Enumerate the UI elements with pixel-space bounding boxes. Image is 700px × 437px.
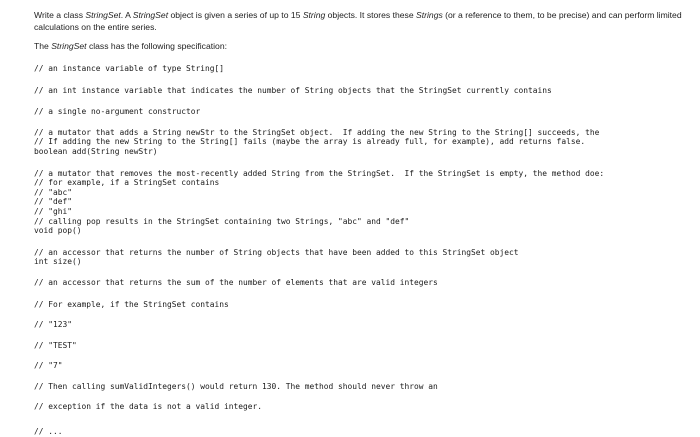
code-sum-result: // Then calling sumValidIntegers() would return 130. The method should never throw an [34,381,438,391]
intro-text: . A [120,10,133,20]
intro-paragraph [0,0,684,33]
intro-text: Write a class [34,10,86,20]
code-pop-method: // a mutator that removes the most-recently added String from the StringSet. If the StringSet is empty, the method doe: // for example, if a StringSet contains // "abc" // "def" // "ghi" // calling pop results in the StringSet containing two Strings, "abc" and "def" void pop() [34,168,605,236]
code-constructor: // a single no-argument constructor [34,107,201,117]
code-example-item: // "TEST" [34,340,77,350]
class-name: StringSet [51,41,87,51]
code-example-intro: // For example, if the StringSet contains [34,299,229,309]
class-name: StringSet [85,10,121,20]
code-add-method: // a mutator that adds a String newStr to the StringSet object. If adding the new String to the String[] succeeds, the // If adding the new String to the String[] fails (maybe the array is already full, for example), add returns false. boolean add(String newStr) [34,127,600,156]
spec-text: The [34,41,52,51]
code-sum-comment: // an accessor that returns the sum of the number of elements that are valid integers [34,277,438,287]
code-instance-count: // an int instance variable that indicates the number of String objects that the StringSet currently contains [34,85,552,95]
spec-heading [0,40,700,52]
spec-text: class has the following specification: [86,41,227,51]
code-example-item: // "123" [34,320,73,330]
code-instance-array: // an instance variable of type String[] [34,64,225,73]
code-sum-exception: // exception if the data is not a valid integer. [34,402,263,412]
class-name: StringSet [132,10,169,20]
intro-text: object is given a series of up to 15 [168,10,303,20]
cut-off-code-line: // ... [34,427,63,436]
intro-text: (or a reference to them, to be precise) and can perform limited calculations on the entire series. [34,10,682,32]
code-example-item: // "7" [34,361,63,371]
type-name: String [302,10,326,20]
intro-text: objects. It stores these [325,10,417,20]
type-name: Strings [416,10,443,20]
code-size-method: // an accessor that returns the number of String objects that have been added to this StringSet object int size() [34,247,519,267]
